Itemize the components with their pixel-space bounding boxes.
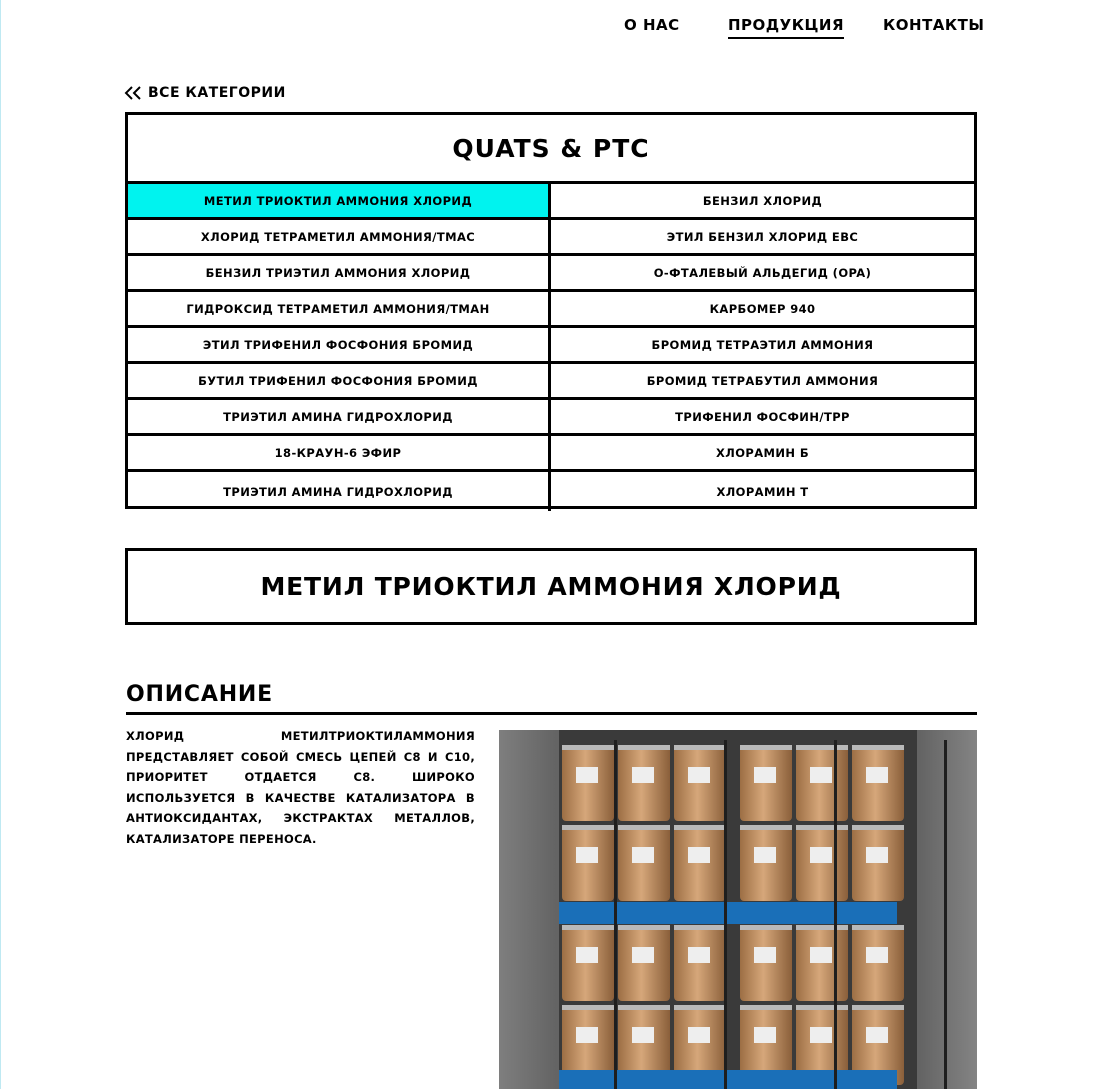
category-item[interactable]: ХЛОРИД ТЕТРАМЕТИЛ АММОНИЯ/TMAC (128, 220, 551, 256)
category-item[interactable]: ХЛОРАМИН Т (716, 484, 809, 499)
category-item[interactable]: ЭТИЛ ТРИФЕНИЛ ФОСФОНИЯ БРОМИД (128, 328, 551, 364)
product-photo (499, 730, 977, 1089)
category-item[interactable]: ЭТИЛ БЕНЗИЛ ХЛОРИД EBC (551, 220, 974, 256)
category-item[interactable]: ТРИЭТИЛ АМИНА ГИДРОХЛОРИД (128, 400, 551, 436)
category-item[interactable]: БЕНЗИЛ ТРИЭТИЛ АММОНИЯ ХЛОРИД (128, 256, 551, 292)
back-link-label: ВСЕ КАТЕГОРИИ (148, 85, 286, 101)
product-title: МЕТИЛ ТРИОКТИЛ АММОНИЯ ХЛОРИД (125, 548, 977, 625)
category-item[interactable]: О-ФТАЛЕВЫЙ АЛЬДЕГИД (OPA) (551, 256, 974, 292)
nav-products[interactable]: ПРОДУКЦИЯ (728, 14, 844, 39)
category-item[interactable]: ГИДРОКСИД ТЕТРАМЕТИЛ АММОНИЯ/TMAH (128, 292, 551, 328)
nav-about[interactable]: О НАС (624, 16, 680, 34)
category-item[interactable]: 18-КРАУН-6 ЭФИР (128, 436, 551, 472)
category-item[interactable]: ТРИЭТИЛ АМИНА ГИДРОХЛОРИД (128, 472, 551, 511)
category-item[interactable]: БЕНЗИЛ ХЛОРИД (551, 184, 974, 220)
category-item[interactable]: ХЛОРАМИН Б (551, 436, 974, 472)
category-grid (128, 184, 974, 511)
double-chevron-left-icon (124, 85, 142, 101)
category-item[interactable]: КАРБОМЕР 940 (551, 292, 974, 328)
category-item[interactable]: БРОМИД ТЕТРАБУТИЛ АММОНИЯ (551, 364, 974, 400)
category-title: QUATS & PTC (128, 115, 974, 184)
nav-contacts[interactable]: КОНТАКТЫ (883, 16, 985, 34)
category-item[interactable]: БРОМИД ТЕТРАЭТИЛ АММОНИЯ (551, 328, 974, 364)
description-heading: ОПИСАНИЕ (126, 682, 977, 715)
category-item[interactable]: ТРИФЕНИЛ ФОСФИН/TPP (551, 400, 974, 436)
category-item[interactable]: МЕТИЛ ТРИОКТИЛ АММОНИЯ ХЛОРИД (128, 184, 551, 220)
top-nav (1, 14, 1100, 44)
description-text: ХЛОРИД МЕТИЛТРИОКТИЛАММОНИЯ ПРЕДСТАВЛЯЕТ СОБОЙ СМЕСЬ ЦЕПЕЙ С8 И С10, ПРИОРИТЕТ ОТДАЕТСЯ С8. ШИРОКО ИСПОЛЬЗУЕТСЯ В КАЧЕСТВЕ КАТАЛИЗАТОРА В АНТИОКСИДАНТАХ, ЭКСТРАКТАХ МЕТАЛЛОВ, КАТАЛИЗАТОРЕ ПЕРЕНОСА. (126, 729, 475, 846)
back-to-categories-link[interactable] (124, 82, 286, 104)
category-item[interactable]: БУТИЛ ТРИФЕНИЛ ФОСФОНИЯ БРОМИД (128, 364, 551, 400)
category-table (125, 112, 977, 509)
